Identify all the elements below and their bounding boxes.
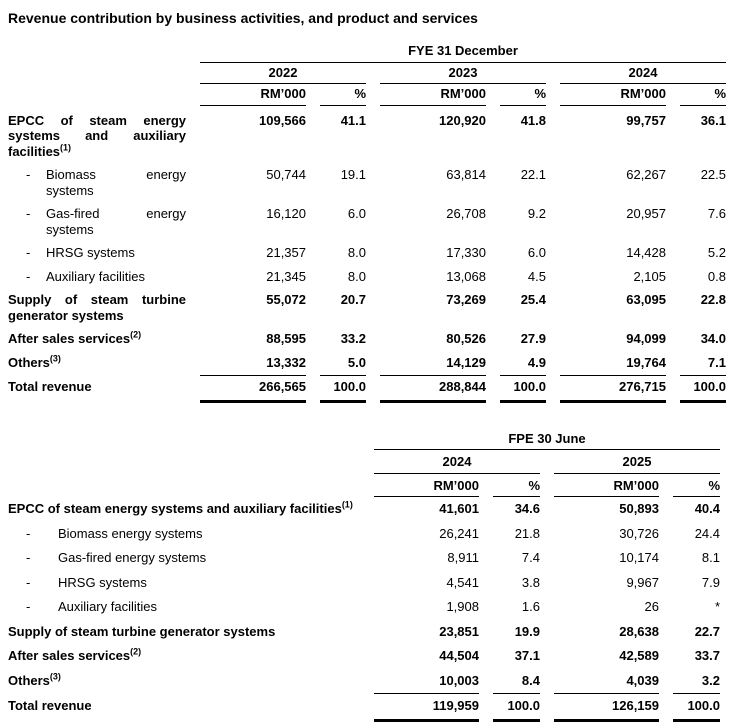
table-row bbox=[8, 106, 726, 165]
amount-value: 55,072 bbox=[266, 292, 306, 307]
percent-header: % bbox=[680, 84, 726, 106]
percent-value: 4.5 bbox=[527, 268, 546, 284]
table-row bbox=[8, 266, 726, 290]
table-row bbox=[8, 644, 720, 669]
percent-value: 5.0 bbox=[320, 352, 366, 377]
percent-value: 33.7 bbox=[694, 648, 720, 663]
currency-unit-header: RM’000 bbox=[200, 84, 306, 106]
table-row bbox=[8, 546, 720, 571]
amount-value: 288,844 bbox=[380, 376, 486, 403]
percent-value: 8.1 bbox=[701, 550, 720, 565]
dash-bullet: - bbox=[26, 525, 31, 541]
amount-value: 30,726 bbox=[619, 525, 659, 541]
amount-value: 9,967 bbox=[626, 574, 659, 590]
amount-value: 26 bbox=[644, 599, 659, 614]
percent-value: 1.6 bbox=[521, 599, 540, 614]
row-label: Auxiliary facilities bbox=[46, 268, 145, 284]
unit-header-row bbox=[8, 84, 726, 106]
amount-value: 62,267 bbox=[626, 167, 666, 182]
percent-header: % bbox=[493, 474, 540, 498]
row-label: After sales services bbox=[8, 648, 131, 663]
currency-unit-header: RM’000 bbox=[554, 474, 659, 498]
row-label-cell bbox=[8, 644, 360, 669]
row-label: Biomass energy systems bbox=[46, 167, 186, 198]
amount-value: 16,120 bbox=[266, 206, 306, 221]
dash-bullet: - bbox=[26, 574, 31, 590]
percent-value: 22.8 bbox=[700, 292, 726, 307]
percent-value: 100.0 bbox=[680, 376, 726, 403]
fye-december-revenue-table bbox=[0, 41, 730, 403]
row-label-cell bbox=[8, 203, 186, 242]
row-label: Gas-fired energy systems bbox=[46, 206, 186, 237]
table-row bbox=[8, 571, 720, 596]
footnote-marker: (2) bbox=[130, 329, 142, 340]
percent-value: 33.2 bbox=[340, 331, 366, 346]
amount-value: 119,959 bbox=[374, 694, 479, 722]
amount-value: 109,566 bbox=[259, 112, 306, 128]
amount-value: 50,893 bbox=[619, 501, 659, 516]
amount-value: 63,095 bbox=[626, 292, 666, 307]
percent-value: 25.4 bbox=[520, 292, 546, 307]
table-row bbox=[8, 289, 726, 328]
table-row bbox=[8, 352, 726, 377]
row-label-cell bbox=[8, 376, 186, 403]
percent-value: 41.1 bbox=[340, 112, 366, 128]
unit-header-row bbox=[8, 474, 720, 498]
amount-value: 2,105 bbox=[633, 268, 666, 284]
amount-value: 26,708 bbox=[446, 206, 486, 221]
row-label-cell bbox=[8, 106, 186, 165]
dash-bullet: - bbox=[26, 167, 31, 182]
amount-value: 20,957 bbox=[626, 206, 666, 221]
amount-value: 276,715 bbox=[560, 376, 666, 403]
amount-value: 50,744 bbox=[266, 167, 306, 182]
amount-value: 21,345 bbox=[266, 268, 306, 284]
label-spacer-cell bbox=[8, 427, 360, 451]
currency-unit-header: RM’000 bbox=[374, 474, 479, 498]
row-label-cell bbox=[8, 694, 360, 722]
row-label: After sales services bbox=[8, 331, 131, 346]
table-row bbox=[8, 694, 720, 722]
amount-value: 10,003 bbox=[374, 669, 479, 695]
period-header-row bbox=[8, 41, 726, 63]
amount-value: 63,814 bbox=[446, 167, 486, 182]
row-label-cell bbox=[8, 595, 360, 620]
table-row bbox=[8, 328, 726, 352]
fpe-june-revenue-table bbox=[0, 427, 730, 722]
percent-value: 34.0 bbox=[700, 331, 726, 346]
amount-value: 10,174 bbox=[619, 550, 659, 565]
percent-value: 7.4 bbox=[521, 550, 540, 565]
dash-bullet: - bbox=[26, 206, 31, 221]
row-label: Others bbox=[8, 354, 50, 370]
amount-value: 41,601 bbox=[439, 501, 479, 516]
amount-value: 13,332 bbox=[200, 352, 306, 377]
year-header: 2024 bbox=[560, 63, 726, 85]
percent-value: 36.1 bbox=[700, 112, 726, 128]
percent-value: 22.5 bbox=[700, 167, 726, 182]
percent-value: 6.0 bbox=[527, 245, 546, 260]
percent-value: 100.0 bbox=[320, 376, 366, 403]
row-label: EPCC of steam energy systems and auxiliary facilities bbox=[8, 112, 186, 159]
table-row bbox=[8, 203, 726, 242]
amount-value: 4,541 bbox=[446, 574, 479, 590]
row-label: Others bbox=[8, 672, 50, 688]
row-label-cell bbox=[8, 164, 186, 203]
percent-value: 41.8 bbox=[520, 112, 546, 128]
percent-value: 7.9 bbox=[701, 574, 720, 590]
table-row bbox=[8, 164, 726, 203]
amount-value: 126,159 bbox=[554, 694, 659, 722]
percent-value: * bbox=[714, 599, 720, 614]
year-header-row bbox=[8, 450, 720, 474]
percent-value: 37.1 bbox=[514, 648, 540, 663]
row-label-cell bbox=[8, 242, 186, 266]
percent-value: 21.8 bbox=[514, 525, 540, 541]
row-label-cell bbox=[8, 497, 360, 522]
table-row bbox=[8, 242, 726, 266]
currency-unit-header: RM’000 bbox=[380, 84, 486, 106]
row-label-cell bbox=[8, 352, 186, 377]
currency-unit-header: RM’000 bbox=[560, 84, 666, 106]
percent-header: % bbox=[500, 84, 546, 106]
footnote-marker: (2) bbox=[130, 646, 142, 657]
percent-value: 0.8 bbox=[707, 268, 726, 284]
table-row bbox=[8, 595, 720, 620]
footnote-marker: (3) bbox=[49, 353, 61, 364]
year-header: 2022 bbox=[200, 63, 366, 85]
row-label-cell bbox=[8, 289, 186, 328]
percent-value: 3.2 bbox=[673, 669, 720, 695]
percent-value: 40.4 bbox=[694, 501, 720, 516]
amount-value: 88,595 bbox=[266, 331, 306, 346]
row-label-cell bbox=[8, 571, 360, 596]
row-label: Total revenue bbox=[8, 379, 92, 394]
percent-value: 7.1 bbox=[680, 352, 726, 377]
dash-bullet: - bbox=[26, 268, 31, 284]
amount-value: 94,099 bbox=[626, 331, 666, 346]
document-page bbox=[8, 10, 730, 722]
footnote-marker: (1) bbox=[60, 142, 72, 153]
row-label-cell bbox=[8, 669, 360, 695]
dash-bullet: - bbox=[26, 245, 31, 260]
table-row bbox=[8, 497, 720, 522]
percent-value: 8.4 bbox=[493, 669, 540, 695]
percent-value: 19.9 bbox=[514, 623, 540, 639]
percent-header: % bbox=[320, 84, 366, 106]
percent-value: 9.2 bbox=[527, 206, 546, 221]
page-title: Revenue contribution by business activities, and product and services bbox=[8, 10, 478, 26]
amount-value: 14,129 bbox=[380, 352, 486, 377]
amount-value: 17,330 bbox=[446, 245, 486, 260]
dash-bullet: - bbox=[26, 599, 31, 614]
year-header: 2023 bbox=[380, 63, 546, 85]
row-label-cell bbox=[8, 522, 360, 547]
amount-value: 266,565 bbox=[200, 376, 306, 403]
row-label: Supply of steam turbine generator systems bbox=[8, 623, 276, 639]
row-label: Total revenue bbox=[8, 698, 92, 713]
row-label: Gas-fired energy systems bbox=[58, 550, 207, 565]
amount-value: 73,269 bbox=[446, 292, 486, 307]
label-spacer-cell bbox=[8, 450, 360, 474]
year-header: 2025 bbox=[554, 450, 720, 474]
percent-value: 24.4 bbox=[694, 525, 720, 541]
amount-value: 23,851 bbox=[439, 623, 479, 639]
period-header: FPE 30 June bbox=[374, 427, 720, 451]
table-row bbox=[8, 376, 726, 403]
row-label: HRSG systems bbox=[58, 574, 147, 590]
row-label-cell bbox=[8, 328, 186, 352]
label-spacer-cell bbox=[8, 84, 186, 106]
label-spacer-cell bbox=[8, 63, 186, 85]
row-label-cell bbox=[8, 266, 186, 290]
dash-bullet: - bbox=[26, 550, 31, 565]
table-row bbox=[8, 620, 720, 645]
percent-value: 22.1 bbox=[520, 167, 546, 182]
percent-value: 6.0 bbox=[347, 206, 366, 221]
period-header: FYE 31 December bbox=[200, 41, 726, 63]
percent-header: % bbox=[673, 474, 720, 498]
row-label-cell bbox=[8, 546, 360, 571]
row-label: Supply of steam turbine generator systems bbox=[8, 292, 186, 323]
percent-value: 20.7 bbox=[340, 292, 366, 307]
amount-value: 42,589 bbox=[619, 648, 659, 663]
row-label: EPCC of steam energy systems and auxiliary facilities bbox=[8, 501, 342, 516]
amount-value: 19,764 bbox=[560, 352, 666, 377]
amount-value: 44,504 bbox=[439, 648, 479, 663]
percent-value: 7.6 bbox=[707, 206, 726, 221]
percent-value: 19.1 bbox=[340, 167, 366, 182]
percent-value: 100.0 bbox=[500, 376, 546, 403]
amount-value: 13,068 bbox=[446, 268, 486, 284]
percent-value: 8.0 bbox=[347, 268, 366, 284]
percent-value: 22.7 bbox=[694, 623, 720, 639]
amount-value: 120,920 bbox=[439, 112, 486, 128]
period-header-row bbox=[8, 427, 720, 451]
percent-value: 27.9 bbox=[520, 331, 546, 346]
percent-value: 5.2 bbox=[707, 245, 726, 260]
percent-value: 34.6 bbox=[514, 501, 540, 516]
percent-value: 3.8 bbox=[521, 574, 540, 590]
row-label: Auxiliary facilities bbox=[58, 599, 157, 614]
percent-value: 100.0 bbox=[493, 694, 540, 722]
amount-value: 8,911 bbox=[447, 550, 479, 565]
footnote-marker: (1) bbox=[341, 499, 353, 510]
amount-value: 21,357 bbox=[266, 245, 306, 260]
amount-value: 99,757 bbox=[626, 112, 666, 128]
year-header-row bbox=[8, 63, 726, 85]
label-spacer-cell bbox=[8, 474, 360, 498]
row-label: HRSG systems bbox=[46, 245, 135, 260]
footnote-marker: (3) bbox=[49, 671, 61, 682]
year-header: 2024 bbox=[374, 450, 540, 474]
row-label-cell bbox=[8, 620, 360, 645]
amount-value: 14,428 bbox=[626, 245, 666, 260]
percent-value: 100.0 bbox=[673, 694, 720, 722]
table-row bbox=[8, 669, 720, 695]
percent-value: 8.0 bbox=[347, 245, 366, 260]
amount-value: 80,526 bbox=[446, 331, 486, 346]
amount-value: 4,039 bbox=[554, 669, 659, 695]
table-row bbox=[8, 522, 720, 547]
row-label: Biomass energy systems bbox=[58, 525, 203, 541]
amount-value: 1,908 bbox=[446, 599, 479, 614]
amount-value: 28,638 bbox=[619, 623, 659, 639]
label-spacer-cell bbox=[8, 41, 186, 63]
percent-value: 4.9 bbox=[500, 352, 546, 377]
amount-value: 26,241 bbox=[439, 525, 479, 541]
